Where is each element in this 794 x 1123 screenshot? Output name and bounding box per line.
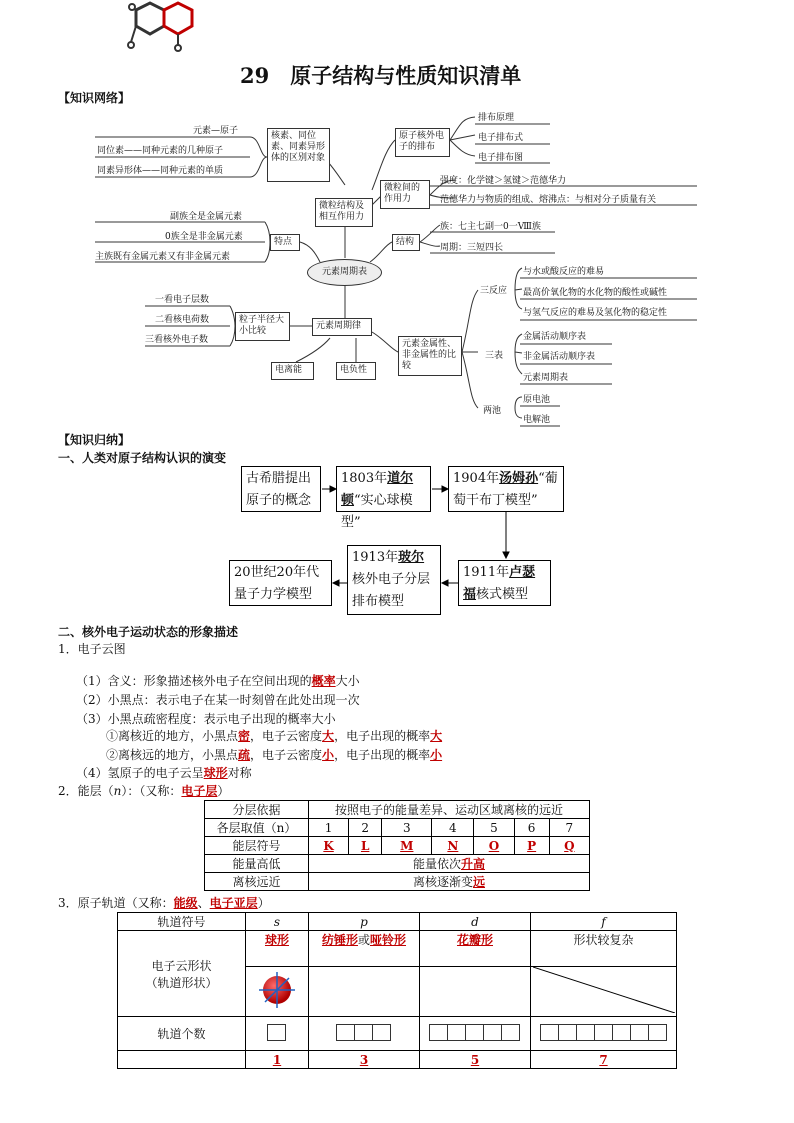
table-item-1: 金属活动顺序表 — [523, 332, 587, 342]
cloud-line-2: （2）小黑点：表示电子在某一时刻曾在此处出现一次 — [76, 693, 360, 707]
box-feature: 特点 — [270, 234, 300, 251]
left-item-3: 同素异形体——同种元素的单质 — [97, 166, 224, 176]
count-blank — [118, 1051, 246, 1069]
cloud-line-6: （4）氢原子的电子云呈球形对称 — [76, 766, 252, 780]
history-rutherford: 1911年卢瑟福核式模型 — [458, 560, 551, 606]
page-title: 29 原子结构与性质知识清单 — [240, 63, 522, 88]
p-shape: 纺锤形或哑铃形 — [309, 931, 420, 967]
history-quantum: 20世纪20年代量子力学模型 — [229, 560, 332, 606]
history-dalton: 1803年道尔顿“实心球模型” — [336, 466, 431, 512]
d-shape: 花瓣形 — [420, 931, 531, 967]
radius-item-2: 二看核电荷数 — [155, 315, 210, 325]
box-structure: 结构 — [392, 234, 420, 251]
table-item-2: 非金属活动顺序表 — [523, 352, 596, 362]
three-tables-label: 三表 — [485, 351, 504, 361]
cell-item-2: 电解池 — [523, 415, 551, 425]
box-compare: 元素金属性、非金属性的比较 — [398, 336, 462, 376]
box-radius: 粒子半径大小比较 — [235, 312, 290, 341]
layer-n-value: 3 — [382, 819, 432, 837]
orbital-symbol: s — [246, 913, 309, 931]
force-item-1: 强度：化学键＞氢键＞范德华力 — [440, 176, 567, 186]
heading-electron-state: 二、核外电子运动状态的形象描述 — [58, 625, 239, 639]
layer-n-value: 7 — [549, 819, 589, 837]
section-network-heading: 【知识网络】 — [58, 91, 131, 105]
p-slots — [309, 1017, 420, 1051]
section-summary-heading: 【知识归纳】 — [58, 433, 131, 447]
layer-distance-value: 离核逐渐变远 — [309, 873, 590, 891]
orbital-count-label: 轨道个数 — [118, 1017, 246, 1051]
layer-symbol: L — [349, 837, 382, 855]
box-neg: 电负性 — [336, 362, 376, 380]
box-law: 元素周期律 — [312, 318, 372, 336]
reaction-item-1: 与水或酸反应的难易 — [523, 267, 605, 277]
orbital-heading: 3．原子轨道（又称：能级、电子亚层） — [58, 896, 270, 910]
p-orbital-image — [309, 967, 420, 1017]
layer-symbol: Q — [549, 837, 589, 855]
feature-item-2: 0族全是非金属元素 — [165, 232, 243, 242]
feature-item-3: 主族既有金属元素又有非金属元素 — [95, 252, 231, 262]
history-ancient: 古希腊提出原子的概念 — [241, 466, 321, 512]
history-thomson: 1904年汤姆孙“葡萄干布丁模型” — [448, 466, 564, 512]
layer-symbol: N — [432, 837, 474, 855]
structure-item-2: 周期：三短四长 — [440, 243, 504, 253]
cloud-line-4: ①离核近的地方，小黑点密，电子云密度大，电子出现的概率大 — [106, 729, 443, 743]
box-isotope: 核素、同位素、同素异形体的区别对象 — [267, 128, 330, 182]
f-orbital-image — [531, 967, 677, 1017]
layer-basis-value: 按照电子的能量差异、运动区域离核的远近 — [309, 801, 590, 819]
cell-item-1: 原电池 — [523, 395, 551, 405]
d-count: 5 — [420, 1051, 531, 1069]
layer-symbol: K — [309, 837, 349, 855]
p-count: 3 — [309, 1051, 420, 1069]
layer-symbol: P — [514, 837, 549, 855]
box-orbit: 原子核外电子的排布 — [395, 128, 450, 157]
layer-distance-label: 离核远近 — [205, 873, 309, 891]
box-ion: 电离能 — [271, 362, 314, 380]
layer-n-value: 4 — [432, 819, 474, 837]
heading-history: 一、人类对原子结构认识的演变 — [58, 451, 227, 465]
history-bohr: 1913年玻尔核外电子分层排布模型 — [347, 545, 441, 615]
orbit-item-3: 电子排布图 — [478, 153, 524, 163]
layer-energy-value: 能量依次升高 — [309, 855, 590, 873]
radius-item-1: 一看电子层数 — [155, 295, 210, 305]
orbital-table — [117, 912, 677, 1069]
orbital-symbol: p — [309, 913, 420, 931]
reaction-item-3: 与氢气反应的难易及氢化物的稳定性 — [523, 308, 668, 318]
feature-item-1: 副族全是金属元素 — [170, 212, 243, 222]
orbital-shape-label: 电子云形状（轨道形状） — [118, 931, 246, 1017]
center-periodic-table: 元素周期表 — [307, 259, 382, 286]
sphere-icon — [255, 970, 299, 1010]
f-count: 7 — [531, 1051, 677, 1069]
box-force: 微粒间的作用力 — [380, 180, 430, 209]
orbit-item-2: 电子排布式 — [478, 133, 524, 143]
structure-item-1: 族：七主七副一0一Ⅷ族 — [440, 222, 541, 232]
orbital-symbol: f — [531, 913, 677, 931]
cloud-line-5: ②离核远的地方，小黑点疏，电子云密度小，电子出现的概率小 — [106, 748, 443, 762]
two-cells-label: 两池 — [483, 406, 502, 416]
s-orbital-image — [246, 967, 309, 1017]
left-item-2: 同位素——同种元素的几种原子 — [97, 146, 224, 156]
layer-symbol-label: 能层符号 — [205, 837, 309, 855]
f-shape: 形状较复杂 — [531, 931, 677, 967]
orbital-symbol-label: 轨道符号 — [118, 913, 246, 931]
box-micro: 微粒结构及相互作用力 — [315, 198, 373, 227]
electron-cloud-heading: 1．电子云图 — [58, 642, 126, 656]
radius-item-3: 三看核外电子数 — [145, 335, 209, 345]
layer-basis-label: 分层依据 — [205, 801, 309, 819]
layer-n-value: 6 — [514, 819, 549, 837]
d-slots — [420, 1017, 531, 1051]
f-slots — [531, 1017, 677, 1051]
layer-n-label: 各层取值（n） — [205, 819, 309, 837]
layer-symbol: M — [382, 837, 432, 855]
orbital-symbol: d — [420, 913, 531, 931]
orbit-item-1: 排布原理 — [478, 113, 515, 123]
table-item-3: 元素周期表 — [523, 373, 569, 383]
s-count: 1 — [246, 1051, 309, 1069]
layer-n-value: 1 — [309, 819, 349, 837]
d-orbital-image — [420, 967, 531, 1017]
reaction-item-2: 最高价氧化物的水化物的酸性或碱性 — [523, 288, 668, 298]
cloud-line-3: （3）小黑点疏密程度：表示电子出现的概率大小 — [76, 712, 336, 726]
three-reactions-label: 三反应 — [480, 286, 508, 296]
s-slots — [246, 1017, 309, 1051]
s-shape: 球形 — [246, 931, 309, 967]
layer-n-value: 5 — [474, 819, 514, 837]
force-item-2: 范德华力与物质的组成、熔沸点：与相对分子质量有关 — [440, 195, 657, 205]
diagonal-line — [533, 967, 675, 1013]
layer-energy-label: 能量高低 — [205, 855, 309, 873]
left-item-1: 元素—原子 — [193, 126, 239, 136]
energy-layer-table — [204, 800, 590, 891]
layer-symbol: O — [474, 837, 514, 855]
energy-layer-heading: 2．能层（n）：（又称：电子层） — [58, 784, 230, 798]
cloud-line-1: （1）含义：形象描述核外电子在空间出现的概率大小 — [76, 674, 360, 688]
layer-n-value: 2 — [349, 819, 382, 837]
